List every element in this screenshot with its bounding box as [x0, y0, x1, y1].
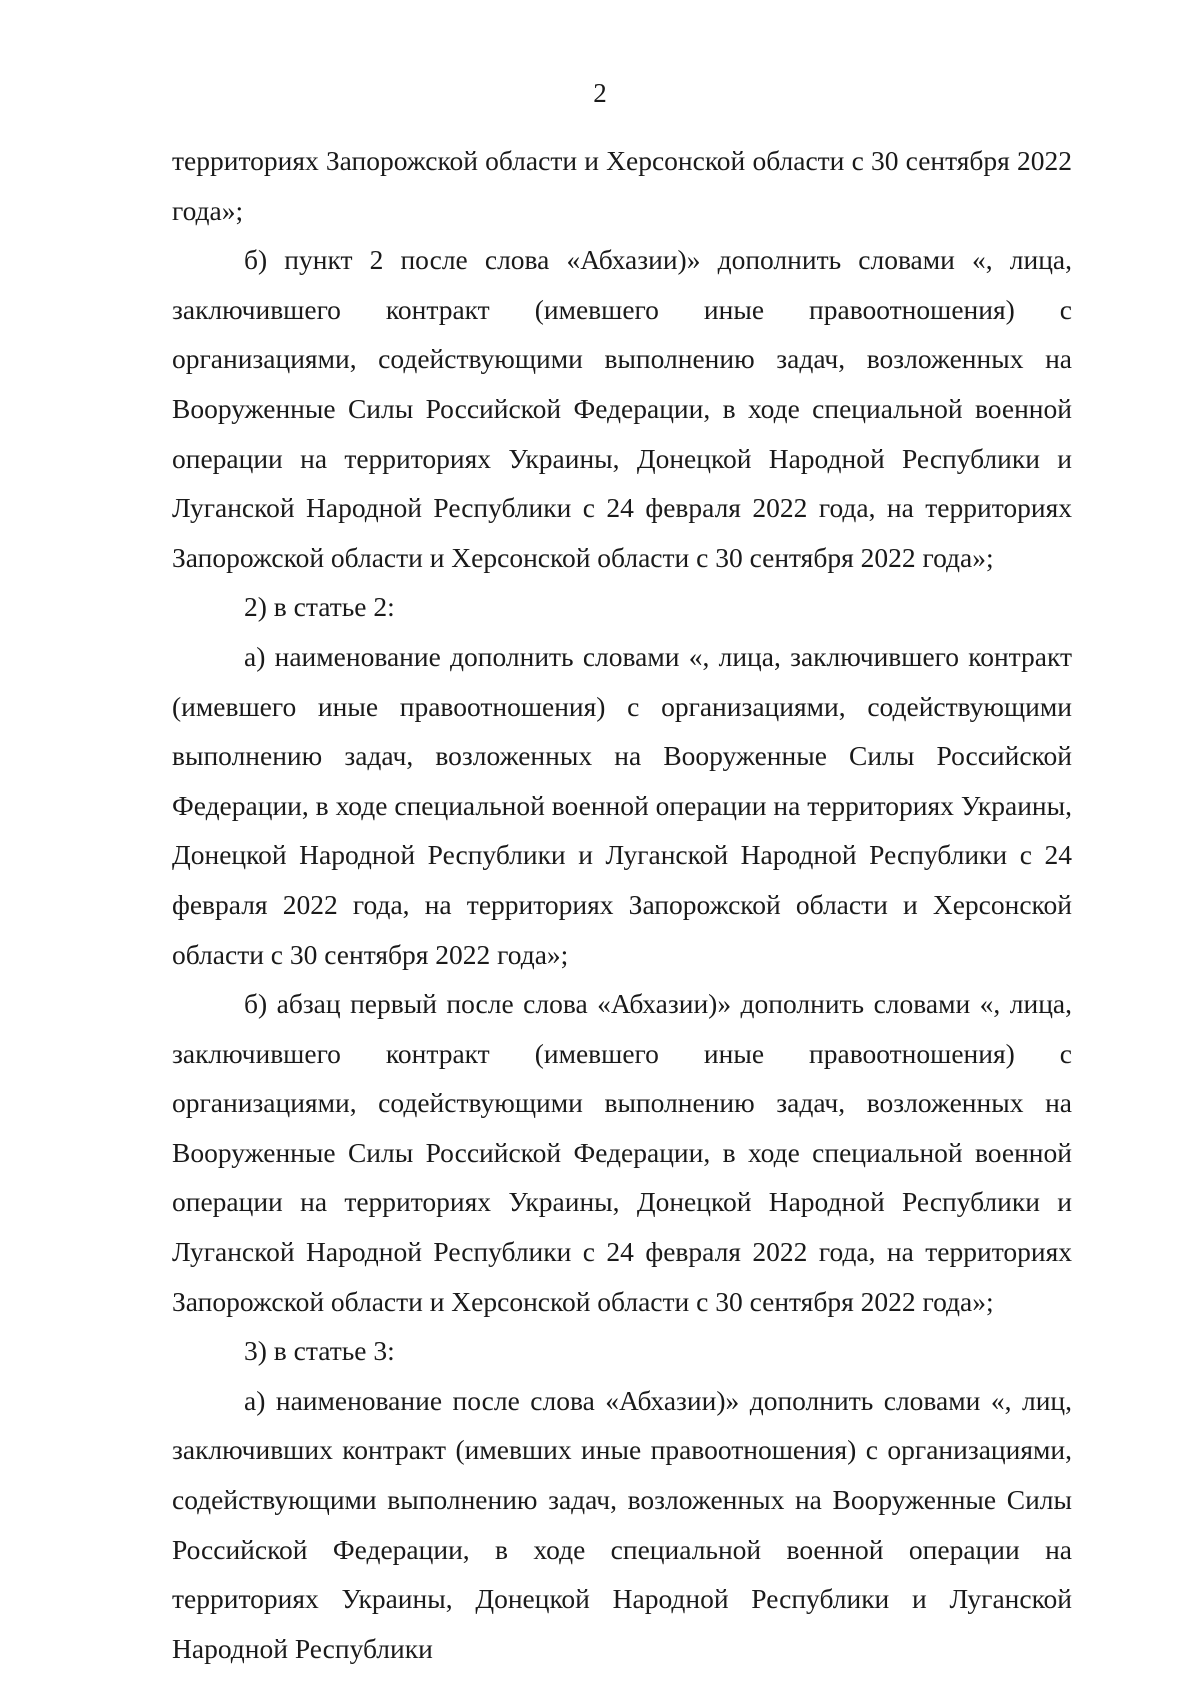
document-body — [172, 136, 1072, 1673]
paragraph-item-1b: б) пункт 2 после слова «Абхазии)» дополнить словами «, лица, заключившего контракт (имевшего иные правоотношения) с организациями, содействующими выполнению задач, возложенных на Вооруженные Силы Российской Федерации, в ходе специальной военной операции на территориях Украины, Донецкой Народной Республики и Луганской Народной Республики с 24 февраля 2022 года, на территориях Запорожской области и Херсонской области с 30 сентября 2022 года»; — [172, 244, 1072, 573]
paragraph-item-3a: а) наименование после слова «Абхазии)» дополнить словами «, лиц, заключивших контракт (имевших иные правоотношения) с организациями, содействующими выполнению задач, возложенных на Вооруженные Силы Российской Федерации, в ходе специальной военной операции на территориях Украины, Донецкой Народной Республики и Луганской Народной Республики — [172, 1384, 1072, 1664]
paragraph-item-3: 3) в статье 3: — [244, 1335, 395, 1367]
paragraph-item-2a: а) наименование дополнить словами «, лица, заключившего контракт (имевшего иные правоотношения) с организациями, содействующими выполнению задач, возложенных на Вооруженные Силы Российской Федерации, в ходе специальной военной операции на территориях Украины, Донецкой Народной Республики и Луганской Народной Республики с 24 февраля 2022 года, на территориях Запорожской области и Херсонской области с 30 сентября 2022 года»; — [172, 640, 1072, 970]
paragraph-item-2: 2) в статье 2: — [244, 591, 395, 623]
paragraph-item-2b: б) абзац первый после слова «Абхазии)» дополнить словами «, лица, заключившего контракт (имевшего иные правоотношения) с организациями, содействующими выполнению задач, возложенных на Вооруженные Силы Российской Федерации, в ходе специальной военной операции на территориях Украины, Донецкой Народной Республики и Луганской Народной Республики с 24 февраля 2022 года, на территориях Запорожской области и Херсонской области с 30 сентября 2022 года»; — [172, 988, 1072, 1317]
paragraph-continuation: территориях Запорожской области и Херсонской области с 30 сентября 2022 года»; — [172, 145, 1072, 226]
page-number: 2 — [593, 78, 607, 108]
